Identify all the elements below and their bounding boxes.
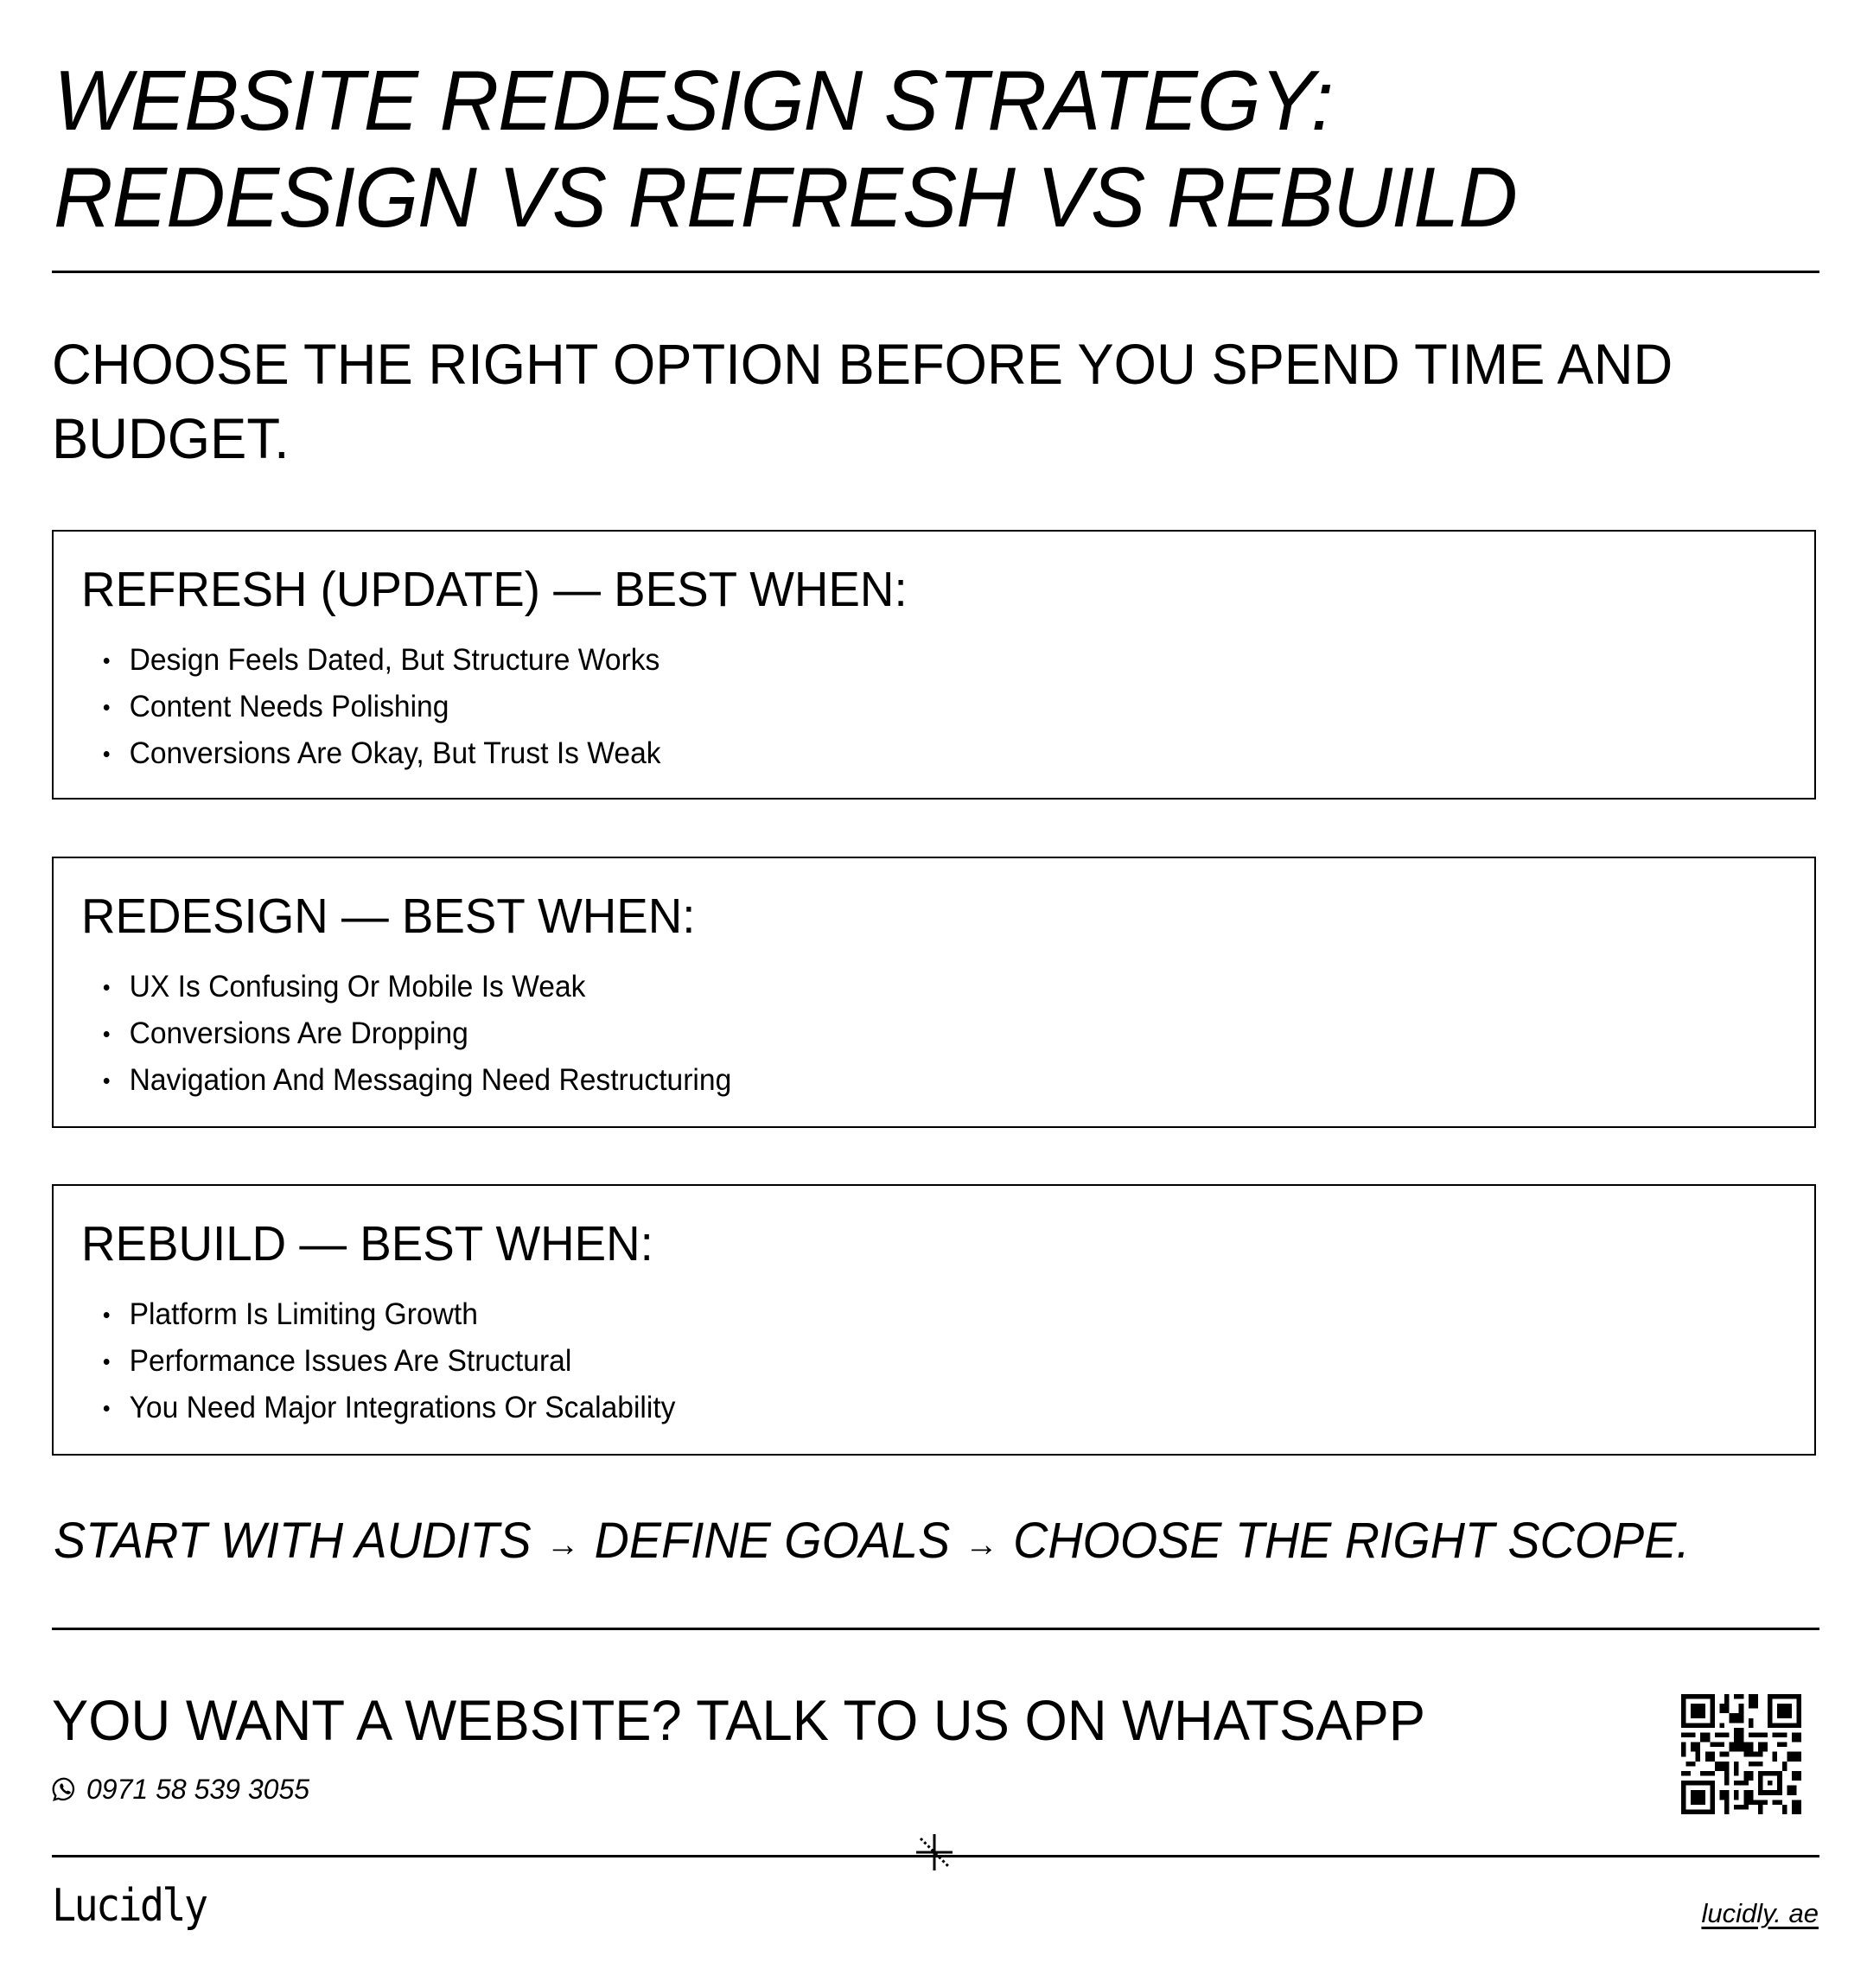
contact-heading: YOU WANT A WEBSITE? TALK TO US ON WHATSAPP — [52, 1688, 1426, 1752]
flow-step: DEFINE GOALS — [594, 1513, 951, 1569]
bullet-icon — [104, 1078, 110, 1084]
crosshair-cursor-icon — [914, 1832, 954, 1872]
list-item: Content Needs Polishing — [100, 684, 661, 730]
bullet-icon — [104, 751, 110, 757]
option-card-refresh — [52, 530, 1816, 800]
option-heading: REDESIGN — BEST WHEN: — [81, 889, 696, 944]
option-card-rebuild — [52, 1184, 1816, 1456]
title-line-1: WEBSITE REDESIGN STRATEGY: — [54, 53, 1334, 148]
list-item: Conversions Are Okay, But Trust Is Weak — [100, 730, 661, 777]
bullet-icon — [104, 1312, 110, 1318]
flow-step: CHOOSE THE RIGHT SCOPE. — [1013, 1513, 1690, 1569]
option-list — [100, 637, 685, 777]
option-heading: REBUILD — BEST WHEN: — [81, 1216, 653, 1271]
page-title — [54, 52, 1764, 245]
bullet-icon — [104, 1359, 110, 1365]
phone-text[interactable]: 0971 58 539 3055 — [86, 1774, 310, 1805]
option-list — [100, 964, 758, 1104]
list-item: Navigation And Messaging Need Restructuring — [100, 1057, 731, 1104]
website-link[interactable]: lucidly. ae — [1701, 1898, 1819, 1928]
phone-number[interactable] — [52, 1772, 309, 1806]
bullet-icon — [104, 1405, 110, 1411]
bullet-icon — [104, 1031, 110, 1037]
process-flow — [54, 1511, 1690, 1575]
list-item: Performance Issues Are Structural — [100, 1338, 675, 1385]
subtitle-line-2: BUDGET. — [52, 406, 290, 470]
bullet-icon — [104, 704, 110, 710]
subtitle-line-1: CHOOSE THE RIGHT OPTION BEFORE YOU SPEND TIME AND — [52, 332, 1673, 396]
list-item: Platform Is Limiting Growth — [100, 1291, 675, 1338]
list-item: Conversions Are Dropping — [100, 1010, 731, 1057]
divider — [52, 271, 1819, 273]
list-item: UX Is Confusing Or Mobile Is Weak — [100, 964, 731, 1010]
bullet-icon — [104, 658, 110, 664]
option-card-redesign — [52, 857, 1816, 1128]
arrow-right-icon: → — [965, 1525, 998, 1564]
option-heading: REFRESH (UPDATE) — BEST WHEN: — [81, 562, 908, 617]
list-item: Design Feels Dated, But Structure Works — [100, 637, 661, 684]
list-item: You Need Major Integrations Or Scalability — [100, 1385, 675, 1431]
bullet-icon — [104, 984, 110, 991]
brand-logo: Lucidly — [52, 1880, 207, 1932]
option-list — [100, 1291, 699, 1431]
qr-code-icon — [1681, 1694, 1801, 1814]
arrow-right-icon: → — [545, 1525, 580, 1564]
whatsapp-icon — [52, 1776, 78, 1802]
flow-step: START WITH AUDITS — [54, 1513, 532, 1569]
subtitle — [52, 327, 1711, 475]
title-line-2: REDESIGN VS REFRESH VS REBUILD — [54, 150, 1517, 245]
divider — [52, 1628, 1819, 1630]
